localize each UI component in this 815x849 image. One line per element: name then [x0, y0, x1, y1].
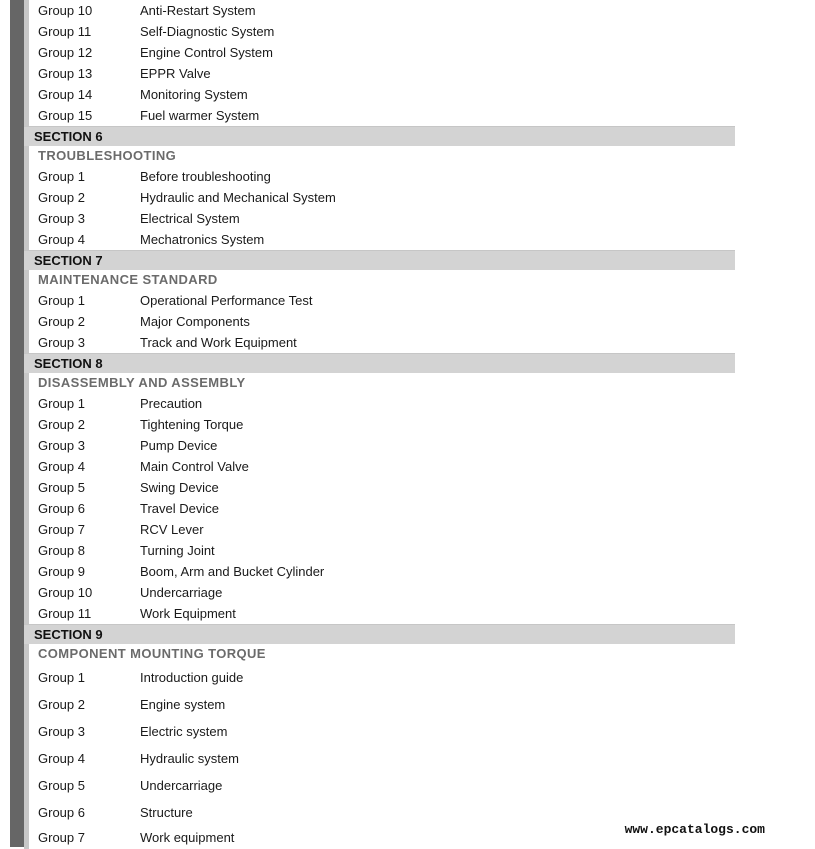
- group-label: Group 3: [38, 438, 85, 453]
- group-label: Group 7: [38, 830, 85, 845]
- section-title: MAINTENANCE STANDARD: [38, 272, 218, 287]
- group-label: Group 7: [38, 522, 85, 537]
- group-label: Group 6: [38, 501, 85, 516]
- section-header: SECTION 8: [24, 353, 735, 373]
- group-label: Group 2: [38, 417, 85, 432]
- group-label: Group 1: [38, 396, 85, 411]
- group-title: Work equipment: [140, 830, 235, 845]
- group-label: Group 11: [38, 606, 92, 621]
- group-label: Group 11: [38, 24, 92, 39]
- group-label: Group 15: [38, 108, 93, 123]
- list-item: [38, 42, 735, 63]
- list-item: [38, 290, 735, 311]
- section-7-body: [24, 270, 735, 353]
- group-title: Monitoring System: [140, 87, 248, 102]
- group-title: Electrical System: [140, 211, 240, 226]
- group-title: Main Control Valve: [140, 459, 249, 474]
- group-label: Group 5: [38, 480, 85, 495]
- list-item: [38, 561, 735, 582]
- list-item: [38, 477, 735, 498]
- group-label: Group 2: [38, 190, 85, 205]
- section-title: DISASSEMBLY AND ASSEMBLY: [38, 375, 246, 390]
- list-item: [38, 166, 735, 187]
- list-item: [38, 456, 735, 477]
- group-label: Group 2: [38, 314, 85, 329]
- list-item: [38, 772, 735, 799]
- group-label: Group 14: [38, 87, 93, 102]
- list-item: [38, 311, 735, 332]
- section-8-body: [24, 373, 735, 624]
- group-label: Group 1: [38, 293, 85, 308]
- table-of-contents: [24, 0, 735, 849]
- list-item: [38, 229, 735, 250]
- group-label: Group 4: [38, 459, 85, 474]
- list-item: [38, 84, 735, 105]
- group-label: Group 5: [38, 778, 85, 793]
- group-label: Group 8: [38, 543, 85, 558]
- list-item: [38, 208, 735, 229]
- group-title: Engine system: [140, 697, 226, 712]
- list-item: [38, 63, 735, 84]
- group-label: Group 4: [38, 232, 85, 247]
- group-label: Group 9: [38, 564, 85, 579]
- group-title: Before troubleshooting: [140, 169, 271, 184]
- group-title: Precaution: [140, 396, 203, 411]
- group-label: Group 12: [38, 45, 93, 60]
- list-item: [38, 187, 735, 208]
- list-item: [38, 332, 735, 353]
- list-item: [38, 745, 735, 772]
- list-item: [38, 519, 735, 540]
- section-header: SECTION 6: [24, 126, 735, 146]
- group-title: EPPR Valve: [140, 66, 211, 81]
- list-item: [38, 718, 735, 745]
- group-title: Track and Work Equipment: [140, 335, 297, 350]
- group-label: Group 3: [38, 724, 85, 739]
- group-title: Introduction guide: [140, 670, 244, 685]
- left-margin-bar: [10, 0, 24, 847]
- group-title: Fuel warmer System: [140, 108, 260, 123]
- list-item: [38, 691, 735, 718]
- section-title: TROUBLESHOOTING: [38, 148, 177, 163]
- group-title: Pump Device: [140, 438, 218, 453]
- list-item: [38, 414, 735, 435]
- list-item: [38, 105, 735, 126]
- group-title: Major Components: [140, 314, 250, 329]
- group-title: Anti-Restart System: [140, 3, 256, 18]
- section-9-body: [24, 644, 735, 849]
- group-label: Group 13: [38, 66, 93, 81]
- group-title: RCV Lever: [140, 522, 204, 537]
- group-title: Work Equipment: [140, 606, 236, 621]
- group-title: Operational Performance Test: [140, 293, 313, 308]
- group-label: Group 10: [38, 585, 93, 600]
- list-item: [38, 21, 735, 42]
- group-label: Group 10: [38, 3, 93, 18]
- group-title: Boom, Arm and Bucket Cylinder: [140, 564, 325, 579]
- group-label: Group 3: [38, 211, 85, 226]
- list-item: [38, 582, 735, 603]
- group-label: Group 1: [38, 169, 85, 184]
- list-item: [38, 0, 735, 21]
- group-title: Undercarriage: [140, 585, 223, 600]
- group-title: Mechatronics System: [140, 232, 265, 247]
- group-label: Group 3: [38, 335, 85, 350]
- section-5-continued: [24, 0, 735, 126]
- watermark-text: www.epcatalogs.com: [624, 822, 765, 837]
- section-header: SECTION 9: [24, 624, 735, 644]
- group-title: Electric system: [140, 724, 228, 739]
- group-title: Travel Device: [140, 501, 219, 516]
- group-label: Group 1: [38, 670, 85, 685]
- list-item: [38, 603, 735, 624]
- group-title: Structure: [140, 805, 193, 820]
- section-title: COMPONENT MOUNTING TORQUE: [38, 646, 266, 661]
- group-label: Group 6: [38, 805, 85, 820]
- list-item: [38, 498, 735, 519]
- group-label: Group 2: [38, 697, 85, 712]
- section-6-body: [24, 146, 735, 250]
- list-item: [38, 393, 735, 414]
- section-header: SECTION 7: [24, 250, 735, 270]
- list-item: [38, 540, 735, 561]
- group-title: Engine Control System: [140, 45, 273, 60]
- list-item: [38, 435, 735, 456]
- group-title: Self-Diagnostic System: [140, 24, 275, 39]
- group-title: Swing Device: [140, 480, 219, 495]
- group-title: Hydraulic system: [140, 751, 239, 766]
- list-item: [38, 664, 735, 691]
- group-title: Tightening Torque: [140, 417, 244, 432]
- group-title: Undercarriage: [140, 778, 223, 793]
- group-title: Hydraulic and Mechanical System: [140, 190, 336, 205]
- group-label: Group 4: [38, 751, 85, 766]
- group-title: Turning Joint: [140, 543, 215, 558]
